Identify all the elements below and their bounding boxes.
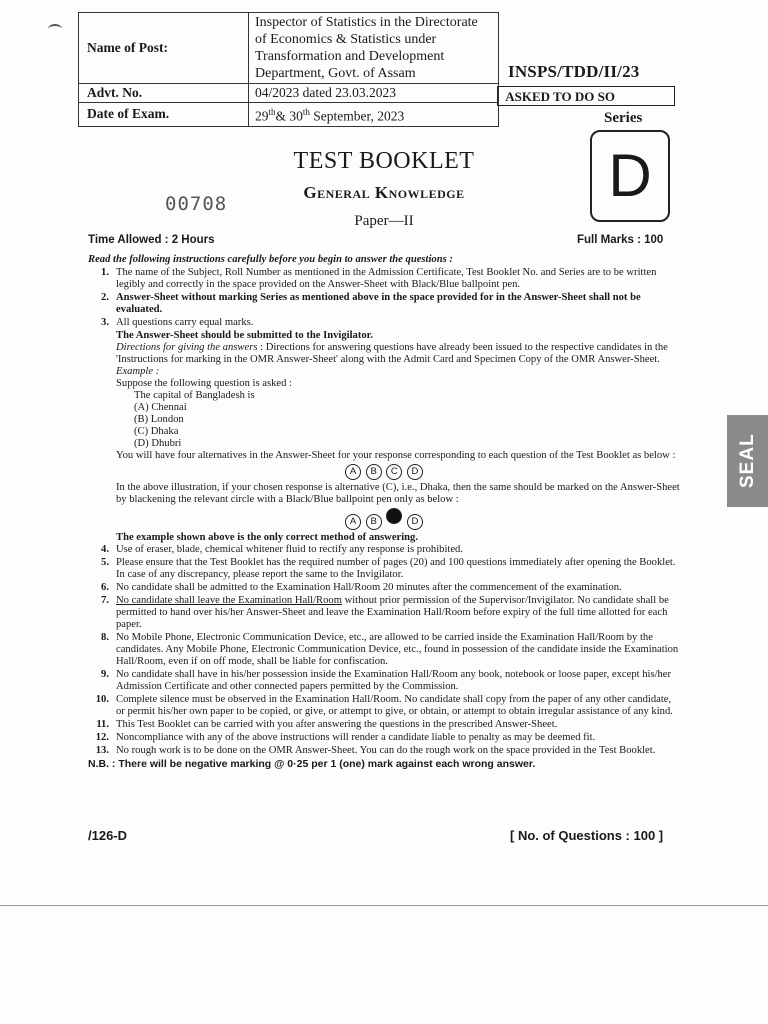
instruction-2 <box>88 292 680 316</box>
illustration-text: In the above illustration, if your chosen response is alternative (C), i.e., Dhaka, then the same should be marked on the Answer-Sheet by blackening the relevant circle with a Black/Blue ballpoint pen only as below : <box>116 482 680 505</box>
instruction-number: 6. <box>101 582 109 593</box>
exam-date-day1: 29 <box>255 108 269 124</box>
instruction-number: 10. <box>95 694 109 705</box>
lead-instruction: Read the following instructions carefully before you begin to answer the questions : <box>88 254 453 265</box>
submit-answer-sheet-note: The Answer-Sheet should be submitted to the Invigilator. <box>116 330 374 341</box>
directions-text: : Directions for answering questions have already been issued to the respective candidates in the 'Instructions for marking in the OMR Answer-Sheet' along with the Admit Card and Specimen Copy of the OMR Answer-Sheet. <box>116 342 668 365</box>
advt-label: Advt. No. <box>79 84 249 103</box>
circle-b: B <box>366 464 382 480</box>
example-option-c: (C) Dhaka <box>134 426 179 437</box>
circle-d: D <box>407 514 423 530</box>
exam-date-day2: & 30 <box>275 108 303 124</box>
only-correct-method: The example shown above is the only correct method of answering. <box>116 532 419 543</box>
time-allowed: Time Allowed : 2 Hours <box>88 234 215 246</box>
instruction-text: Complete silence must be observed in the Examination Hall/Room. No candidate shall copy from the paper of any other candidate, or permit his/her own paper to be copied, or give, or attempt to give, or obtain, or attempt to obtain irregular assistance of any kind. <box>116 694 673 717</box>
question-count: [ No. of Questions : 100 ] <box>510 828 664 843</box>
advt-row <box>79 84 499 103</box>
punch-hole-mark <box>48 24 62 34</box>
name-of-post-label: Name of Post: <box>79 13 249 84</box>
name-of-post-row <box>79 13 499 84</box>
answer-circles-marked <box>88 508 680 530</box>
instruction-9 <box>88 669 680 693</box>
instruction-5 <box>88 557 680 581</box>
booklet-code: INSPS/TDD/II/23 <box>508 62 640 81</box>
exam-date-row <box>79 103 499 127</box>
circle-a: A <box>345 464 361 480</box>
instruction-number: 5. <box>101 557 109 568</box>
example-option-a: (A) Chennai <box>134 402 187 413</box>
instruction-1 <box>88 267 680 291</box>
instruction-number: 8. <box>101 632 109 643</box>
instruction-number: 2. <box>101 292 109 303</box>
instruction-text: Please ensure that the Test Booklet has the required number of pages (20) and 100 questions immediately after opening the Booklet. In case of any discrepancy, please report the same to the Invigilator. <box>116 557 676 580</box>
instructions-block <box>88 254 680 770</box>
answer-circles-empty <box>88 464 680 480</box>
exam-date-month: September, 2023 <box>309 108 405 124</box>
circle-c: C <box>386 464 402 480</box>
circle-c-filled <box>386 508 402 524</box>
instruction-number: 3. <box>101 317 109 328</box>
instruction-text: No Mobile Phone, Electronic Communication Device, etc., are allowed to be carried inside the Examination Hall/Room by the candidates. Any Mobile Phone, Electronic Communication Device, etc., found in possession of the candidate inside the Examination Hall/Room, even if on off mode, shall be liable for confiscation. <box>116 632 679 667</box>
instruction-6 <box>88 582 680 594</box>
alternatives-text: You will have four alternatives in the Answer-Sheet for your response corresponding to each question of the Test Booklet as below : <box>116 450 676 461</box>
subject-title: General Knowledge <box>303 183 465 202</box>
instruction-number: 12. <box>95 732 109 743</box>
booklet-title: TEST BOOKLET <box>293 148 475 174</box>
booklet-footer-code: /126-D <box>88 828 128 843</box>
instruction-number: 9. <box>101 669 109 680</box>
circle-d: D <box>407 464 423 480</box>
instruction-10 <box>88 694 680 718</box>
paper-label: Paper—II <box>354 213 414 229</box>
instruction-text: No candidate shall be admitted to the Examination Hall/Room 20 minutes after the commencement of the examination. <box>116 582 622 593</box>
example-option-d: (D) Dhubri <box>134 438 182 449</box>
series-label: Series <box>604 110 643 126</box>
circle-a: A <box>345 514 361 530</box>
serial-number: 00708 <box>165 193 228 215</box>
full-marks: Full Marks : 100 <box>577 234 664 246</box>
instruction-7 <box>88 595 680 631</box>
instruction-text: The name of the Subject, Roll Number as mentioned in the Admission Certificate, Test Booklet No. and Series are to be written legibly and correctly in the space provided on the Answer-Sheet with Black/Blue ballpoint pen. <box>116 267 657 290</box>
exam-date-sup2: th <box>302 107 310 117</box>
instruction-text: Noncompliance with any of the above instructions will render a candidate liable to penalty as may be deemed fit. <box>116 732 596 743</box>
instruction-text: This Test Booklet can be carried with you after answering the questions in the prescribed Answer-Sheet. <box>116 719 558 730</box>
example-label: Example : <box>116 366 160 377</box>
instruction-text: All questions carry equal marks. <box>116 317 254 328</box>
instruction-12 <box>88 732 680 744</box>
instruction-number: 13. <box>95 745 109 756</box>
instruction-number: 1. <box>101 267 109 278</box>
circle-b: B <box>366 514 382 530</box>
directions-label: Directions for giving the answers <box>116 342 258 353</box>
instruction-13 <box>88 745 680 757</box>
name-of-post-value: Inspector of Statistics in the Directorate of Economics & Statistics under Transformation and Development Department, Govt. of Assam <box>249 13 499 84</box>
instruction-4 <box>88 544 680 556</box>
seal-label: SEAL <box>737 433 758 489</box>
instruction-text: without prior permission of the Supervisor/Invigilator. No candidate shall be permitted to hand over his/her Answer-Sheet and leave the Examination Hall/Room before expiry of the full time allotted for each paper. <box>116 595 669 630</box>
instruction-number: 7. <box>101 595 109 606</box>
directions-paragraph <box>88 342 680 366</box>
asked-box-text: ASKED TO DO SO <box>505 89 615 104</box>
instruction-number: 11. <box>96 719 109 730</box>
instruction-text: Use of eraser, blade, chemical whitener fluid to rectify any response is prohibited. <box>116 544 463 555</box>
instruction-text: Answer-Sheet without marking Series as mentioned above in the space provided for in the Answer-Sheet shall not be evaluated. <box>116 292 641 315</box>
asked-to-do-so-box <box>497 86 675 106</box>
instruction-text: No rough work is to be done on the OMR Answer-Sheet. You can do the rough work on the space provided in the Test Booklet. <box>116 745 656 756</box>
exam-date-sup1: th <box>268 107 276 117</box>
example-question: The capital of Bangladesh is <box>134 390 255 401</box>
instruction-3 <box>88 317 680 329</box>
post-details-table <box>78 12 499 127</box>
series-letter-box: D <box>590 130 670 222</box>
instruction-11 <box>88 719 680 731</box>
exam-date-value <box>249 103 499 127</box>
example-option-b: (B) London <box>134 414 184 425</box>
instruction-number: 4. <box>101 544 109 555</box>
instruction-underlined: No candidate shall leave the Examination Hall/Room <box>116 595 342 606</box>
negative-marking-note: N.B. : There will be negative marking @ 0·25 per 1 (one) mark against each wrong answer. <box>88 758 536 770</box>
instruction-text: No candidate shall have in his/her possession inside the Examination Hall/Room any book, notebook or loose paper, except his/her Admission Certificate and other connected papers permitted by the Commission. <box>116 669 672 692</box>
page-edge-line <box>0 905 768 906</box>
advt-value: 04/2023 dated 23.03.2023 <box>249 84 499 103</box>
exam-date-label: Date of Exam. <box>79 103 249 127</box>
instruction-8 <box>88 632 680 668</box>
example-intro: Suppose the following question is asked : <box>116 378 292 389</box>
